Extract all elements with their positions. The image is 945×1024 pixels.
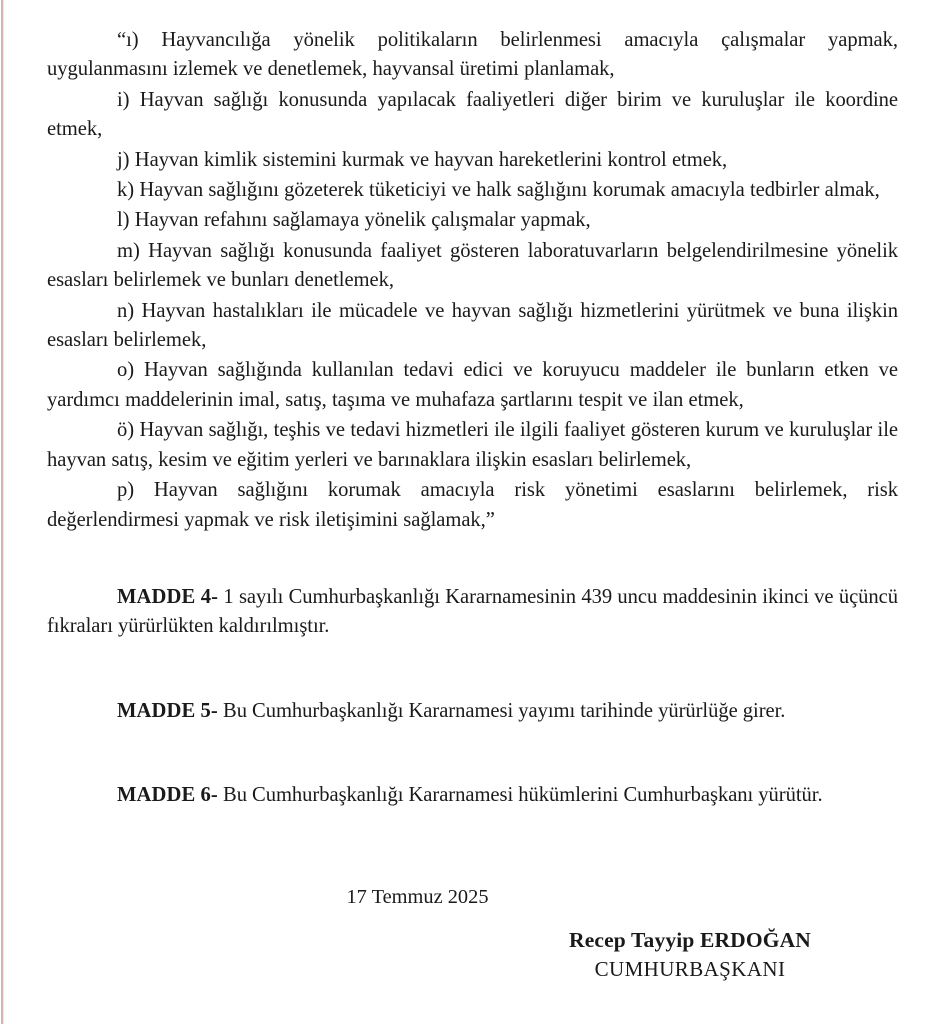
clause-paragraph: “ı) Hayvancılığa yönelik politikaların belirlenmesi amacıyla çalışmalar yapmak, uygulanmasını izlemek ve denetlemek, hayvansal üretimi planlamak, (47, 29, 898, 81)
clause-paragraph: o) Hayvan sağlığında kullanılan tedavi edici ve koruyucu maddeler ile bunların etken ve yardımcı maddelerinin imal, satış, taşıma ve muhafaza şartlarını tespit ve ilan etmek, (47, 359, 898, 411)
signatory-title: CUMHURBAŞKANI (594, 957, 786, 981)
article-text: 1 sayılı Cumhurbaşkanlığı Kararnamesinin 439 uncu maddesinin ikinci ve üçüncü fıkraları yürürlükten kaldırılmıştır. (47, 585, 898, 638)
clause-paragraph: ö) Hayvan sağlığı, teşhis ve tedavi hizmetleri ile ilgili faaliyet gösteren kurum ve kuruluşlar ile hayvan satış, kesim ve eğitim yerleri ve barınaklara ilişkin esasları belirlemek, (47, 419, 898, 471)
spacer (47, 642, 898, 697)
clause-paragraph: p) Hayvan sağlığını korumak amacıyla risk yönetimi esaslarını belirlemek, risk değerlendirmesi yapmak ve risk iletişimini sağlamak,” (47, 479, 898, 531)
spacer (47, 726, 898, 781)
article-madde-4 (47, 583, 898, 642)
article-madde-6 (47, 781, 898, 810)
clause-paragraph: j) Hayvan kimlik sistemini kurmak ve hayvan hareketlerini kontrol etmek, (117, 148, 728, 171)
clause-paragraph: l) Hayvan refahını sağlamaya yönelik çalışmalar yapmak, (117, 209, 591, 232)
article-madde-5 (47, 697, 898, 726)
clause-paragraph: k) Hayvan sağlığını gözeterek tüketiciyi ve halk sağlığını korumak amacıyla tedbirler almak, (117, 179, 880, 202)
clause-paragraph: i) Hayvan sağlığı konusunda yapılacak faaliyetleri diğer birim ve kuruluşlar ile koordine etmek, (47, 88, 898, 141)
article-label: MADDE 5- (117, 699, 218, 722)
decree-date: 17 Temmuz 2025 (346, 885, 489, 908)
article-text: Bu Cumhurbaşkanlığı Kararnamesi yayımı tarihinde yürürlüğe girer. (217, 699, 786, 722)
spacer (47, 536, 898, 583)
article-label: MADDE 4- (117, 585, 219, 608)
clause-paragraph: n) Hayvan hastalıkları ile mücadele ve hayvan sağlığı hizmetlerini yürütmek ve buna ilişkin esasları belirlemek, (47, 299, 898, 352)
article-text: Bu Cumhurbaşkanlığı Kararnamesi hükümlerini Cumhurbaşkanı yürütür. (217, 784, 823, 807)
clause-paragraph: m) Hayvan sağlığı konusunda faaliyet gösteren laboratuvarların belgelendirilmesine yönelik esasları belirlemek ve bunları denetlemek, (47, 239, 898, 292)
scan-edge-artifact-secondary (3, 0, 4, 1024)
document-body (47, 26, 898, 911)
signatory-name: Recep Tayyip ERDOĞAN (569, 928, 811, 952)
signature-block (0, 925, 945, 984)
article-label: MADDE 6- (117, 784, 218, 807)
